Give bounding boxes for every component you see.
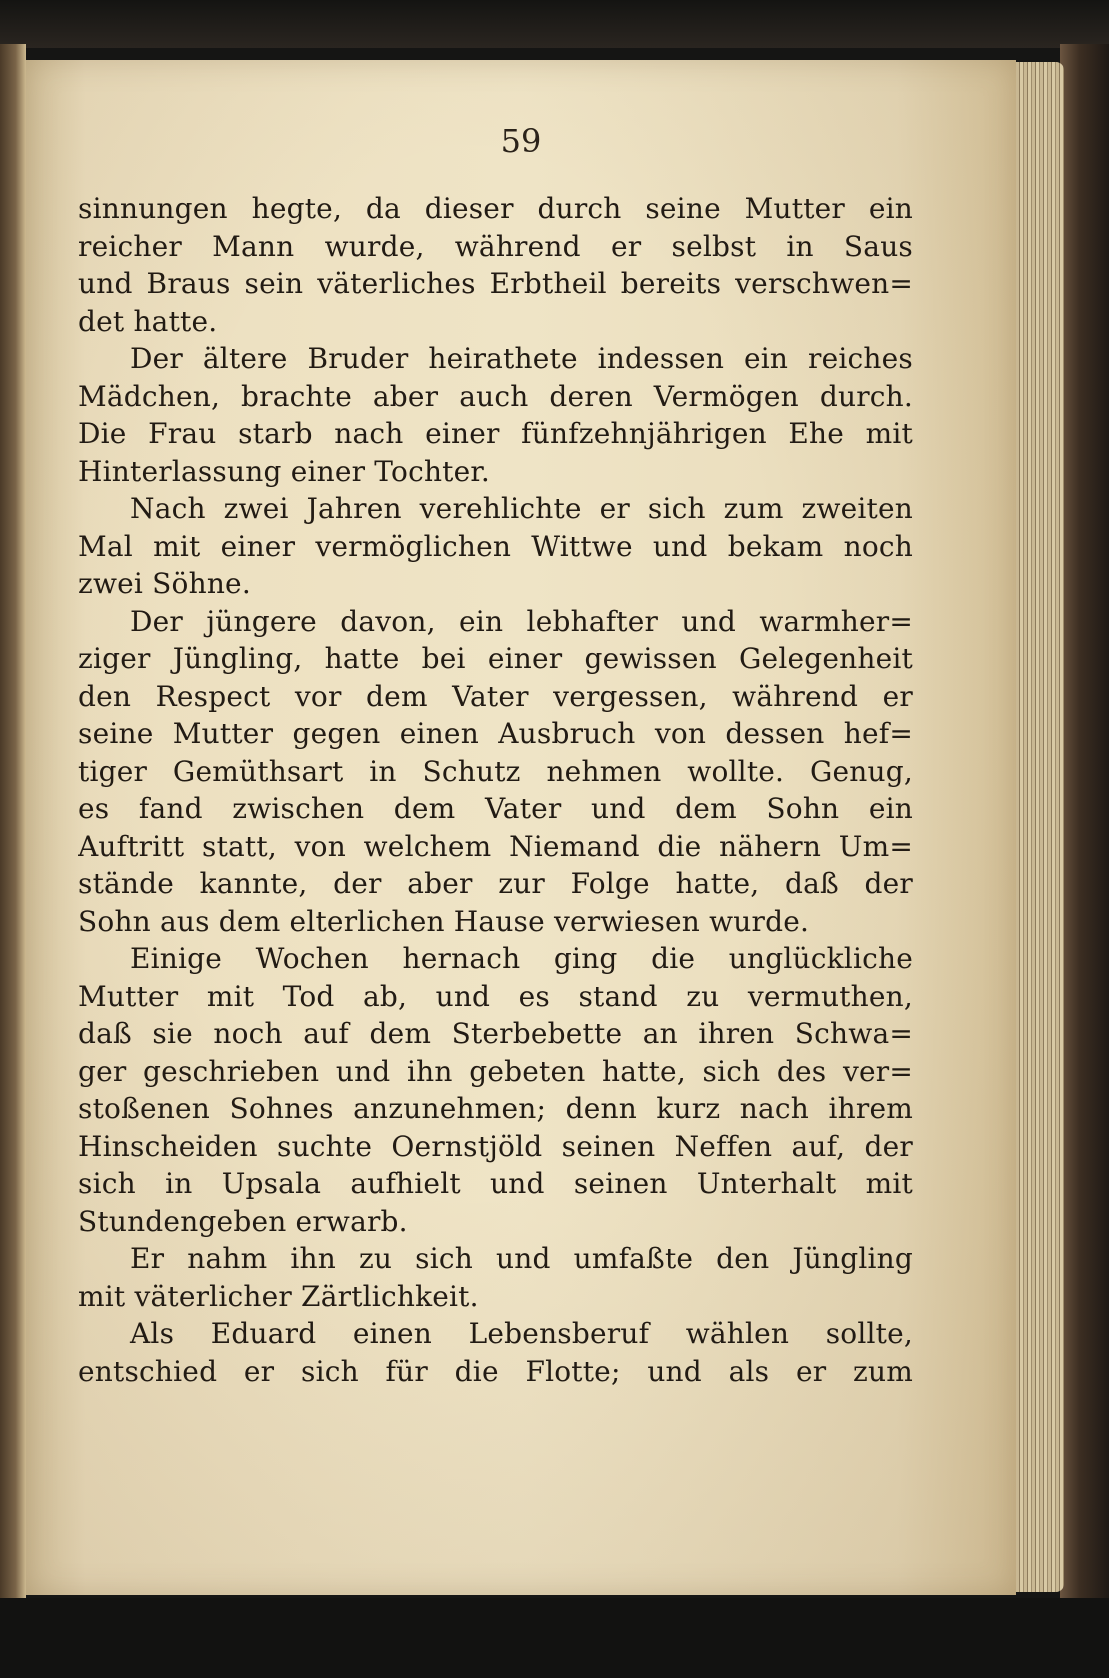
text-line: det hatte. [78, 304, 218, 338]
text-line: und Braus sein väterliches Erbtheil bereits verschwen= [78, 267, 913, 300]
text-line: seine Mutter gegen einen Ausbruch von dessen hef= [78, 717, 913, 750]
text-line: Der jüngere davon, ein lebhafter und warmher= [130, 604, 913, 638]
text-line: stoßenen Sohnes anzunehmen; denn kurz nach ihrem [78, 1092, 913, 1125]
background-top [0, 0, 1109, 48]
text-line: Auftritt statt, von welchem Niemand die nähern Um= [78, 829, 913, 863]
text-line: Der ältere Bruder heirathete indessen ein reiches [130, 342, 913, 375]
text-line: stände kannte, der aber zur Folge hatte, daß der [78, 867, 913, 900]
text-line: sich in Upsala aufhielt und seinen Unterhalt mit [78, 1167, 913, 1200]
text-line: zwei Söhne. [78, 567, 251, 600]
text-line: Einige Wochen hernach ging die unglückliche [130, 942, 913, 975]
page-number: 59 [500, 122, 542, 160]
text-line: Mal mit einer vermöglichen Wittwe und bekam noch [78, 529, 913, 563]
text-line: Nach zwei Jahren verehlichte er sich zum zweiten [130, 492, 913, 525]
book-cover-right [1060, 44, 1109, 1600]
text-line: reicher Mann wurde, während er selbst in Saus [78, 229, 913, 263]
text-line: Stundengeben erwarb. [78, 1204, 408, 1238]
text-line: den Respect vor dem Vater vergessen, während er [78, 679, 913, 713]
text-line: Er nahm ihn zu sich und umfaßte den Jüngling [130, 1242, 913, 1275]
text-line: ziger Jüngling, hatte bei einer gewissen Gelegenheit [78, 642, 913, 675]
text-line: sinnungen hegte, da dieser durch seine Mutter ein [78, 192, 913, 225]
text-line: daß sie noch auf dem Sterbebette an ihren Schwa= [78, 1017, 913, 1050]
text-line: Die Frau starb nach einer fünfzehnjährigen Ehe mit [78, 417, 913, 450]
text-line: Hinscheiden suchte Oernstjöld seinen Neffen auf, der [78, 1129, 913, 1163]
text-line: es fand zwischen dem Vater und dem Sohn ein [78, 792, 913, 825]
text-line: entschied er sich für die Flotte; und als er zum [78, 1354, 913, 1388]
book-page [26, 60, 1016, 1595]
text-line: Mädchen, brachte aber auch deren Vermögen durch. [78, 379, 913, 413]
text-line: tiger Gemüthsart in Schutz nehmen wollte. Genug, [78, 754, 913, 788]
text-line: ger geschrieben und ihn gebeten hatte, sich des ver= [78, 1054, 913, 1088]
body-text [78, 190, 913, 1390]
text-line: Hinterlassung einer Tochter. [78, 454, 491, 488]
text-line: Sohn aus dem elterlichen Hause verwiesen wurde. [78, 904, 810, 938]
background-bottom [0, 1598, 1109, 1678]
text-line: mit väterlicher Zärtlichkeit. [78, 1279, 479, 1313]
text-line: Als Eduard einen Lebensberuf wählen sollte, [130, 1317, 913, 1350]
text-line: Mutter mit Tod ab, und es stand zu vermuthen, [78, 979, 913, 1013]
book-cover-left [0, 44, 26, 1600]
